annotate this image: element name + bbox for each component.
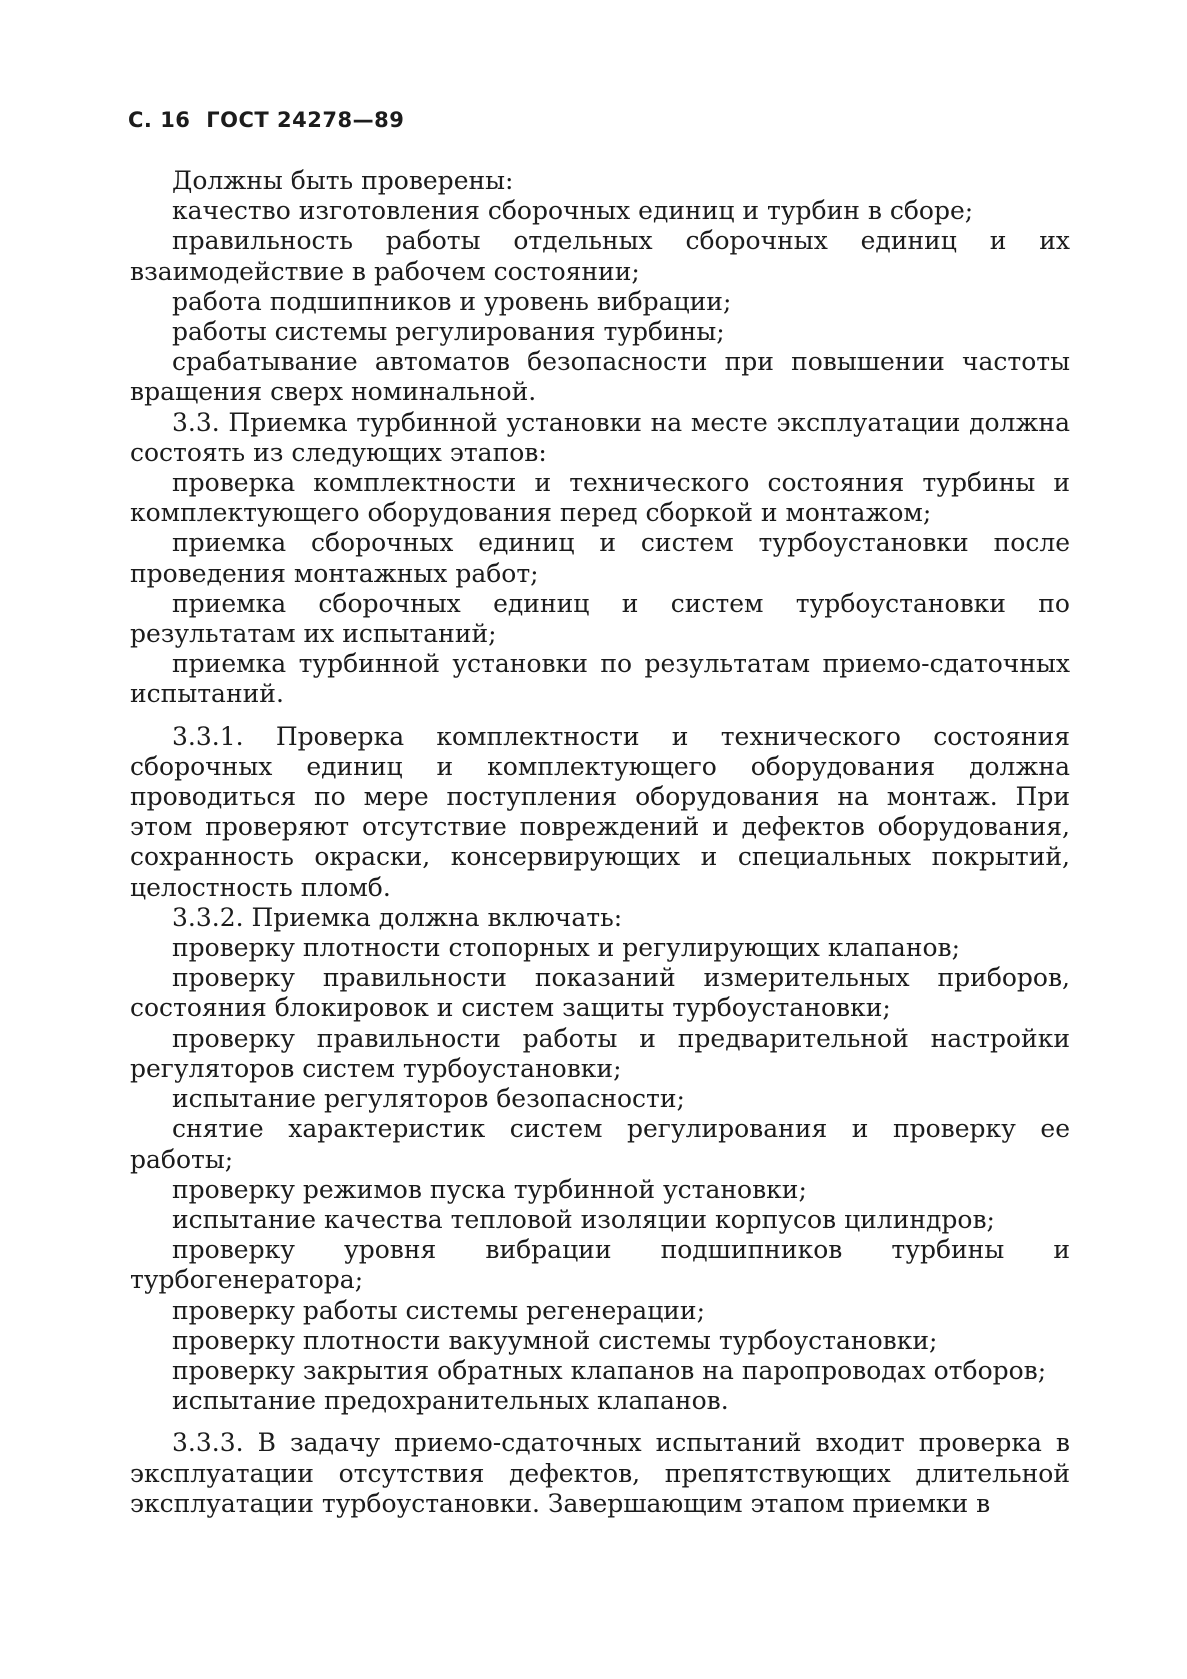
list-item: проверку закрытия обратных клапанов на паропроводах отборов; [172,1355,1047,1385]
list-item: проверка комплектности и технического состояния турбины и комплектующего оборудования перед сборкой и монтажом; [130,468,1070,528]
clause-3-3-2: 3.3.2. Приемка должна включать: [172,902,623,932]
list-item: проверку уровня вибрации подшипников турбины и турбогенератора; [130,1235,1070,1295]
list-item: испытание регуляторов безопасности; [172,1084,685,1114]
standard-designation: ГОСТ 24278—89 [206,108,405,132]
list-item: приемка сборочных единиц и систем турбоустановки после проведения монтажных работ; [130,528,1070,588]
list-item: проверку плотности вакуумной системы турбоустановки; [172,1325,938,1355]
list-item: правильность работы отдельных сборочных единиц и их взаимодействие в рабочем состоянии; [130,226,1070,286]
list-item: проверку работы системы регенерации; [172,1295,706,1325]
list-item: приемка сборочных единиц и систем турбоустановки по результатам их испытаний; [130,588,1070,649]
list-item: проверку режимов пуска турбинной установки; [172,1174,807,1204]
list-item: испытание качества тепловой изоляции корпусов цилиндров; [172,1204,995,1234]
list-item: проверку правильности работы и предварительной настройки регуляторов систем турбоустановки; [130,1023,1070,1083]
list-item: проверку правильности показаний измерительных приборов, состояния блокировок и систем защиты турбоустановки; [130,963,1070,1023]
clause-3-3-3: 3.3.3. В задачу приемо-сдаточных испытаний входит проверка в эксплуатации отсутствия дефектов, препятствующих длительной эксплуатации турбоустановки. Завершающим этапом приемки в [130,1428,1070,1518]
list-item: испытание предохранительных клапанов. [172,1386,729,1416]
list-item: проверку плотности стопорных и регулирующих клапанов; [172,933,961,963]
list-item: работа подшипников и уровень вибрации; [172,286,732,316]
page-header [128,108,404,132]
list-item: срабатывание автоматов безопасности при повышении частоты вращения сверх номинальной. [130,347,1070,407]
list-item: качество изготовления сборочных единиц и турбин в сборе; [172,196,974,226]
list-item: приемка турбинной установки по результатам приемо-сдаточных испытаний. [130,649,1070,709]
text-line: Должны быть проверены: [172,166,514,195]
list-item: работы системы регулирования турбины; [172,317,725,347]
list-item: снятие характеристик систем регулирования и проверку ее работы; [130,1114,1070,1174]
clause-3-3: 3.3. Приемка турбинной установки на месте эксплуатации должна состоять из следующих этапов: [130,407,1070,467]
clause-3-3-1: 3.3.1. Проверка комплектности и технического состояния сборочных единиц и комплектующего оборудования должна проводиться по мере поступления оборудования на монтаж. При этом проверяют отсутствие повреждений и дефектов оборудования, сохранность окраски, консервирующих и специальных покрытий, целостность пломб. [130,721,1070,902]
page-number: С. 16 [128,108,191,132]
document-body [130,166,1070,1519]
